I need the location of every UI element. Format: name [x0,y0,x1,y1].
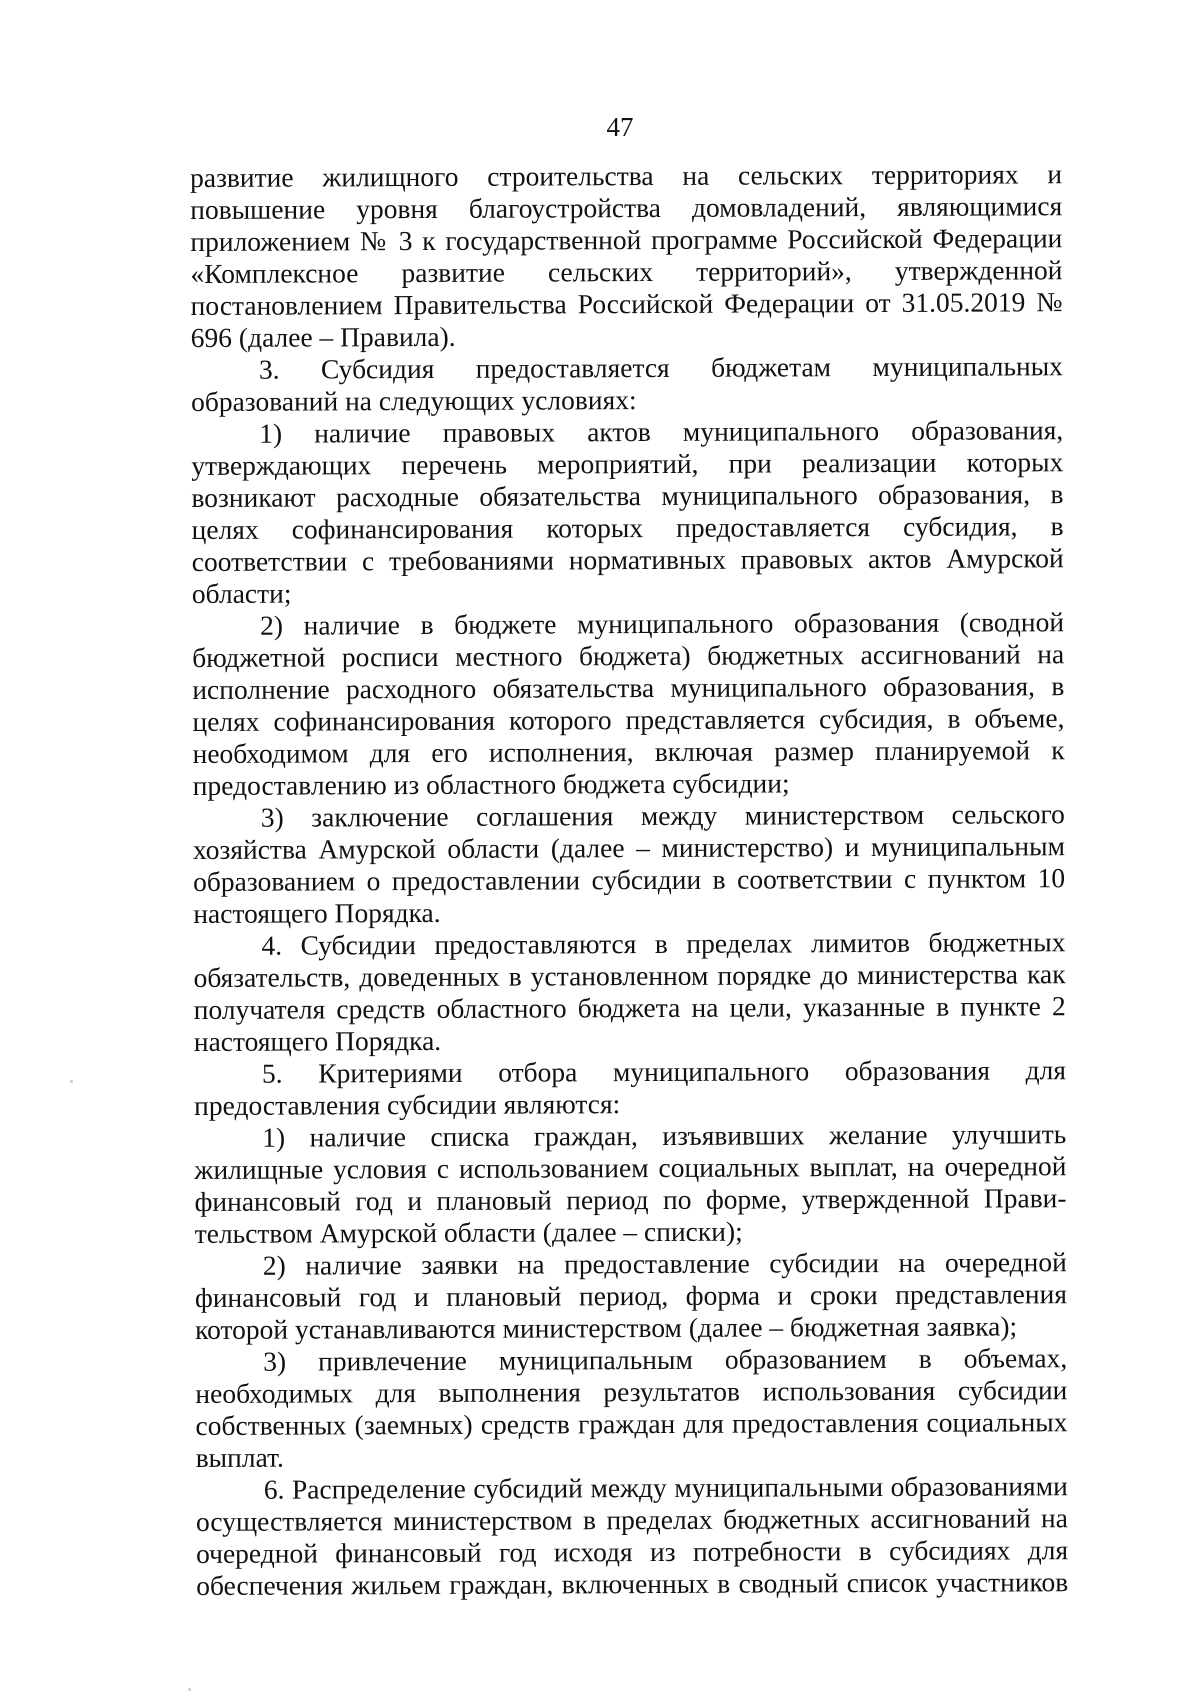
paragraph-item-5-sub-3: 3) привлечение муниципальным образованием в объемах, необходимых для выполнения результатов использования субсидии собственных (заемных) средств граждан для предоставления социальных выплат. [195,1342,1068,1473]
paragraph-item-4: 4. Субсидии предоставляются в пределах лимитов бюджетных обязательств, доведенных в установленном порядке до министерства как получателя средств областного бюджета на цели, указанные в пункте 2 настоящего Порядка. [193,926,1066,1057]
paragraph-item-6: 6. Распределение субсидий между муниципальными образованиями осуществляется министерством в пределах бюджетных ассигнований на очередной финансовый год исходя из потребности в субсидиях для обеспечения жильем граждан, включенных в сводный список участников [195,1470,1069,1601]
paragraph-item-3-sub-3: 3) заключение соглашения между министерством сельского хозяйства Амурской области (далее – министерство) и муниципальным образованием о предоставлении субсидии в соответствии с пунктом 10 настоящего Порядка. [192,798,1066,929]
paragraph-item-3-sub-1: 1) наличие правовых актов муниципального образования, утверждающих перечень мероприятий, при реализации которых возникают расходные обязательства муниципального образования, в целях софинансирования которых предоставляется субсидия, в соответствии с требованиями нормативных правовых актов Амурской области; [191,414,1064,609]
scan-artifact-dot [188,1688,191,1691]
page-number: 47 [606,112,634,142]
document-body [190,158,1068,1602]
paragraph-item-3: 3. Субсидия предоставляется бюджетам муниципальных образований на следующих условиях: [190,350,1063,417]
paragraph-item-3-sub-2: 2) наличие в бюджете муниципального образования (сводной бюджетной росписи местного бюджета) бюджетных ассигнований на исполнение расходного обязательства муниципального образования, в целях софинансирования которого представляется субсидия, в объеме, необходимом для его исполнения, включая размер планируемой к предоставлению из областного бюджета субсидии; [192,606,1065,801]
scan-artifact-dot [70,1080,73,1083]
paragraph-continuation-rules: развитие жилищного строительства на сельских территориях и повышение уровня благоустройства домовладений, являющимися приложением № 3 к государственной программе Российской Федерации «Комплексное развитие сельских территорий», утвержденной постановлением Правительства Российской Федерации от 31.05.2019 № 696 (далее – Правила). [190,158,1063,353]
paragraph-item-5-sub-1: 1) наличие списка граждан, изъявивших желание улучшить жилищные условия с использованием социальных выплат, на очередной финансовый год и плановый период по форме, утвержденной Правительством Амурской области (далее – списки); [194,1118,1067,1249]
paragraph-item-5-sub-2: 2) наличие заявки на предоставление субсидии на очередной финансовый год и плановый период, форма и сроки представления которой устанавливаются министерством (далее – бюджетная заявка); [194,1246,1068,1345]
paragraph-item-5: 5. Критериями отбора муниципального образования для предоставления субсидии являются: [194,1054,1067,1121]
